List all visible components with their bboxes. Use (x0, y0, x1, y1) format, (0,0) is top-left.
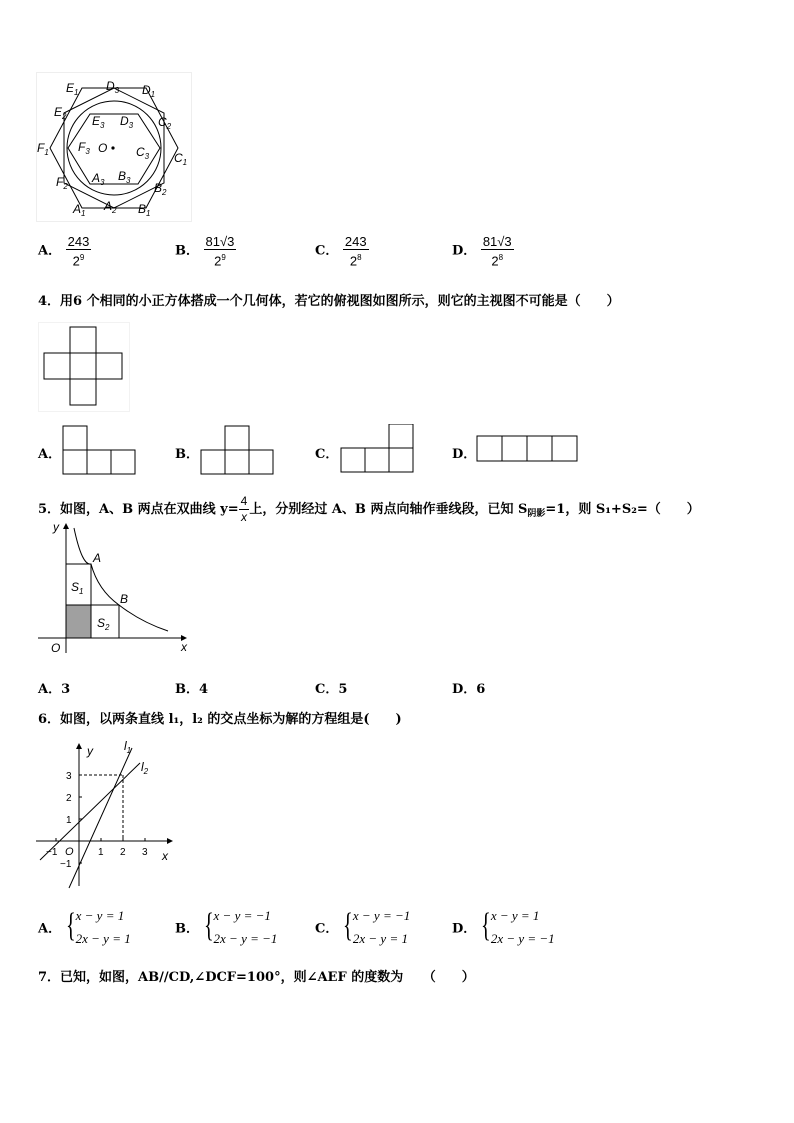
denominator-exponent: 8 (498, 253, 504, 262)
option-letter: C． (315, 243, 339, 259)
q4-top-view-figure (38, 322, 130, 412)
point-label-a: A (93, 551, 102, 565)
numerator: 243 (67, 234, 90, 249)
denominator-exponent: 9 (221, 253, 226, 262)
q5-option-c[interactable]: C．5 (315, 682, 348, 697)
option-letter: C． (315, 447, 339, 462)
numerator: 81√3 (205, 234, 235, 249)
axis-label-x: x (181, 640, 187, 654)
equation-1: x − y = 1 (75, 908, 125, 923)
q3-option-d[interactable] (452, 234, 514, 268)
option-letter: B． (175, 921, 199, 937)
label-B1: $B_1$ (138, 202, 151, 218)
label-F3: $F_3$ (78, 140, 90, 156)
fraction (66, 234, 92, 268)
label-C3: $C_3$ (136, 145, 150, 161)
axis-label-y: y (87, 744, 93, 758)
option-letter: D． (452, 243, 477, 259)
center-point (111, 146, 114, 149)
option-letter: B． (175, 447, 199, 462)
y-tick-label: −1 (60, 859, 72, 870)
label-s1: $S_1$ (71, 580, 84, 596)
label-C2: $C_2$ (158, 115, 172, 131)
x-tick-label: 3 (142, 847, 148, 858)
label-D3-top: $D_3$ (106, 79, 120, 95)
y-tick-label: 3 (66, 771, 72, 782)
label-E1: $E_1$ (66, 81, 79, 97)
equation-1: x − y = 1 (490, 908, 540, 923)
label-D1: $D_1$ (142, 83, 156, 99)
numerator: 81√3 (482, 234, 512, 249)
option-letter: A． (38, 447, 62, 462)
denominator-exponent: 9 (79, 253, 85, 262)
q5-option-b[interactable]: B．4 (175, 682, 209, 697)
q5-option-d[interactable]: D．6 (452, 682, 486, 697)
q3-option-a[interactable] (38, 234, 91, 268)
option-letter: B． (175, 243, 199, 259)
equation-2: 2x − y = −1 (490, 931, 555, 946)
fraction (343, 234, 369, 268)
x-tick-label: −1 (46, 847, 58, 858)
equation-1: x − y = −1 (213, 908, 271, 923)
q4-option-b-figure[interactable] (198, 424, 278, 476)
q5-option-a[interactable]: A．3 (38, 682, 71, 697)
q3-hexagon-figure (36, 72, 192, 222)
axis-label-x: x (162, 849, 168, 863)
x-tick-label: 1 (98, 847, 104, 858)
q4-option-c-figure[interactable] (338, 424, 418, 476)
q6-option-d[interactable] (452, 904, 555, 950)
q4-option-d-figure[interactable] (475, 434, 579, 464)
option-letter: D． (452, 447, 477, 462)
label-F1: $F_1$ (37, 141, 49, 157)
q6-option-c[interactable] (315, 904, 410, 950)
denominator-base: 2 (491, 253, 499, 269)
q5-text-before: 5．如图，A、B 两点在双曲线 y= (38, 502, 239, 517)
label-l1: $l_1$ (124, 739, 132, 755)
q5-hyperbola-figure (36, 518, 196, 660)
label-E2: $E_2$ (54, 105, 67, 121)
q4-question-text: 4．用6 个相同的小正方体搭成一个几何体，若它的俯视图如图所示，则它的主视图不可能是（ ） (38, 294, 620, 309)
q6-question-text: 6．如图，以两条直线 l₁，l₂ 的交点坐标为解的方程组是( ) (38, 712, 402, 727)
q4-option-a-figure[interactable] (60, 424, 140, 476)
label-B3: $B_3$ (118, 169, 131, 185)
label-A2: $A_2$ (104, 199, 117, 215)
label-l2: $l_2$ (141, 760, 149, 776)
denominator-base: 2 (349, 253, 358, 269)
label-D3: $D_3$ (120, 114, 134, 130)
equation-1: x − y = −1 (352, 908, 411, 923)
equation-2: 2x − y = −1 (213, 931, 278, 946)
option-letter: A． (38, 243, 62, 259)
q3-option-b[interactable] (175, 234, 236, 268)
label-B2: $B_2$ (154, 181, 167, 197)
denominator-base: 2 (214, 253, 222, 269)
y-tick-label: 2 (66, 793, 72, 804)
option-letter: C． (315, 921, 339, 937)
origin-label: O (65, 846, 74, 858)
q4-option-d[interactable] (452, 443, 476, 462)
equation-2: 2x − y = 1 (352, 931, 408, 946)
option-letter: A． (38, 921, 62, 937)
label-s2: $S_2$ (97, 616, 110, 632)
denominator-base: 2 (72, 253, 80, 269)
label-A1: $A_1$ (73, 202, 86, 218)
q6-lines-figure (34, 738, 178, 890)
equation-system: { x − y = 1 2x − y = −1 (481, 904, 555, 950)
numerator: 243 (344, 234, 367, 249)
q3-option-c[interactable] (315, 234, 369, 268)
equation-system: { x − y = −1 2x − y = −1 (204, 904, 278, 950)
q6-option-b[interactable] (175, 904, 277, 950)
x-tick-label: 2 (120, 847, 126, 858)
q4-option-c[interactable] (315, 443, 338, 462)
line-l2 (40, 763, 140, 860)
label-C1: $C_1$ (174, 151, 188, 167)
denominator-exponent: 8 (357, 253, 362, 262)
shade-subscript: 阴影 (527, 509, 546, 519)
numerator: 4 (240, 494, 248, 508)
fraction (204, 234, 237, 268)
q4-option-b[interactable] (175, 443, 199, 462)
q5-text-end: =1，则 S₁+S₂=（ ） (545, 502, 700, 517)
fraction (481, 234, 514, 268)
label-A3: $A_3$ (92, 171, 105, 187)
equation-2: 2x − y = 1 (75, 931, 131, 946)
q6-option-a[interactable] (38, 904, 131, 950)
q4-option-a[interactable] (38, 443, 61, 462)
label-F2: $F_2$ (56, 175, 68, 191)
q7-question-text: 7．已知，如图，AB//CD,∠DCF=100°，则∠AEF 的度数为 （ ） (38, 970, 475, 985)
option-letter: D． (452, 921, 477, 937)
axis-label-y: y (53, 520, 59, 534)
label-E3: $E_3$ (92, 114, 105, 130)
equation-system: { x − y = −1 2x − y = 1 (343, 904, 410, 950)
y-tick-label: 1 (66, 815, 72, 826)
label-O: O (98, 141, 108, 155)
equation-system: { x − y = 1 2x − y = 1 (66, 904, 131, 950)
q5-fraction (239, 494, 250, 525)
q5-text-after: 上，分别经过 A、B 两点向轴作垂线段，已知 S (249, 502, 528, 517)
shaded-region (66, 605, 91, 638)
point-label-b: B (120, 592, 129, 606)
origin-label: O (51, 641, 61, 655)
denominator: x (240, 510, 247, 524)
